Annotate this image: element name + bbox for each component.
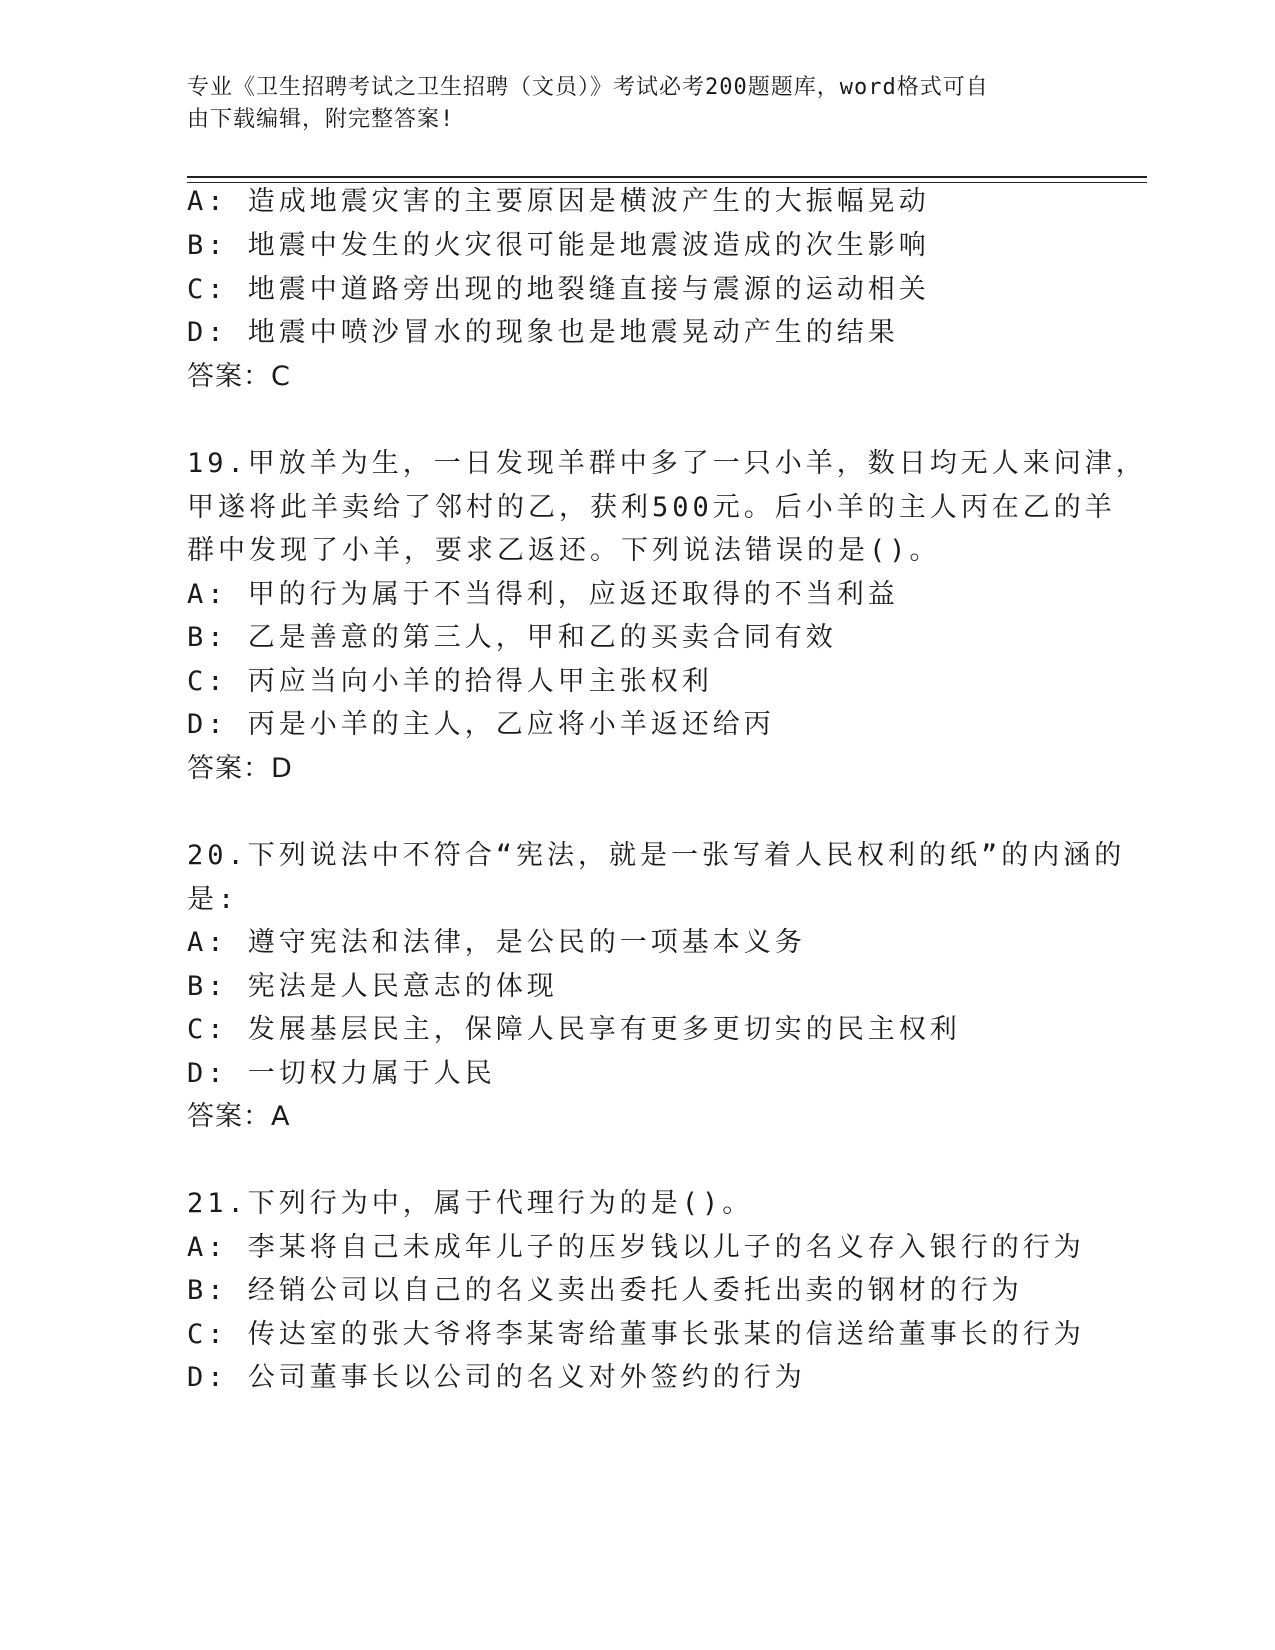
q18-option-b: B: 地震中发生的火灾很可能是地震波造成的次生影响 <box>187 230 930 261</box>
q21-option-d: D: 公司董事长以公司的名义对外签约的行为 <box>187 1362 806 1393</box>
q20-option-b: B: 宪法是人民意志的体现 <box>187 971 558 1002</box>
q20-stem-line-2: 是: <box>187 884 239 915</box>
q19-option-b: B: 乙是善意的第三人，甲和乙的买卖合同有效 <box>187 622 837 653</box>
q19-option-a: A: 甲的行为属于不当得利，应返还取得的不当利益 <box>187 579 899 610</box>
q18-option-a: A: 造成地震灾害的主要原因是横波产生的大振幅晃动 <box>187 186 930 217</box>
q21-option-c: C: 传达室的张大爷将李某寄给董事长张某的信送给董事长的行为 <box>187 1319 1085 1350</box>
header-rule-thick <box>187 176 1147 178</box>
q19-stem-line-1: 19.甲放羊为生，一日发现羊群中多了一只小羊，数日均无人来问津， <box>187 448 1147 479</box>
header-rule-thin <box>187 182 1147 183</box>
header-line-1: 专业《卫生招聘考试之卫生招聘（文员）》考试必考200题题库，word格式可自 <box>187 75 989 100</box>
q19-stem-line-3: 群中发现了小羊，要求乙返还。下列说法错误的是()。 <box>187 535 941 566</box>
q18-answer: 答案：C <box>187 361 291 392</box>
q19-answer: 答案：D <box>187 753 293 784</box>
q21-option-a: A: 李某将自己未成年儿子的压岁钱以儿子的名义存入银行的行为 <box>187 1232 1085 1263</box>
document-header <box>187 72 1087 136</box>
q18-option-c: C: 地震中道路旁出现的地裂缝直接与震源的运动相关 <box>187 274 930 305</box>
q20-answer: 答案：A <box>187 1101 291 1132</box>
header-line-2: 由下载编辑，附完整答案! <box>187 107 455 132</box>
q21-option-b: B: 经销公司以自己的名义卖出委托人委托出卖的钢材的行为 <box>187 1275 1023 1306</box>
q20-option-d: D: 一切权力属于人民 <box>187 1058 496 1089</box>
q20-option-c: C: 发展基层民主，保障人民享有更多更切实的民主权利 <box>187 1014 961 1045</box>
q19-option-c: C: 丙应当向小羊的拾得人甲主张权利 <box>187 666 713 697</box>
q21-stem-line-1: 21.下列行为中，属于代理行为的是()。 <box>187 1188 754 1219</box>
q19-stem-line-2: 甲遂将此羊卖给了邻村的乙，获利500元。后小羊的主人丙在乙的羊 <box>187 492 1116 523</box>
q19-option-d: D: 丙是小羊的主人，乙应将小羊返还给丙 <box>187 709 775 740</box>
q20-stem-line-1: 20.下列说法中不符合“宪法，就是一张写着人民权利的纸”的内涵的 <box>187 840 1126 871</box>
q20-option-a: A: 遵守宪法和法律，是公民的一项基本义务 <box>187 927 806 958</box>
q18-option-d: D: 地震中喷沙冒水的现象也是地震晃动产生的结果 <box>187 317 899 348</box>
